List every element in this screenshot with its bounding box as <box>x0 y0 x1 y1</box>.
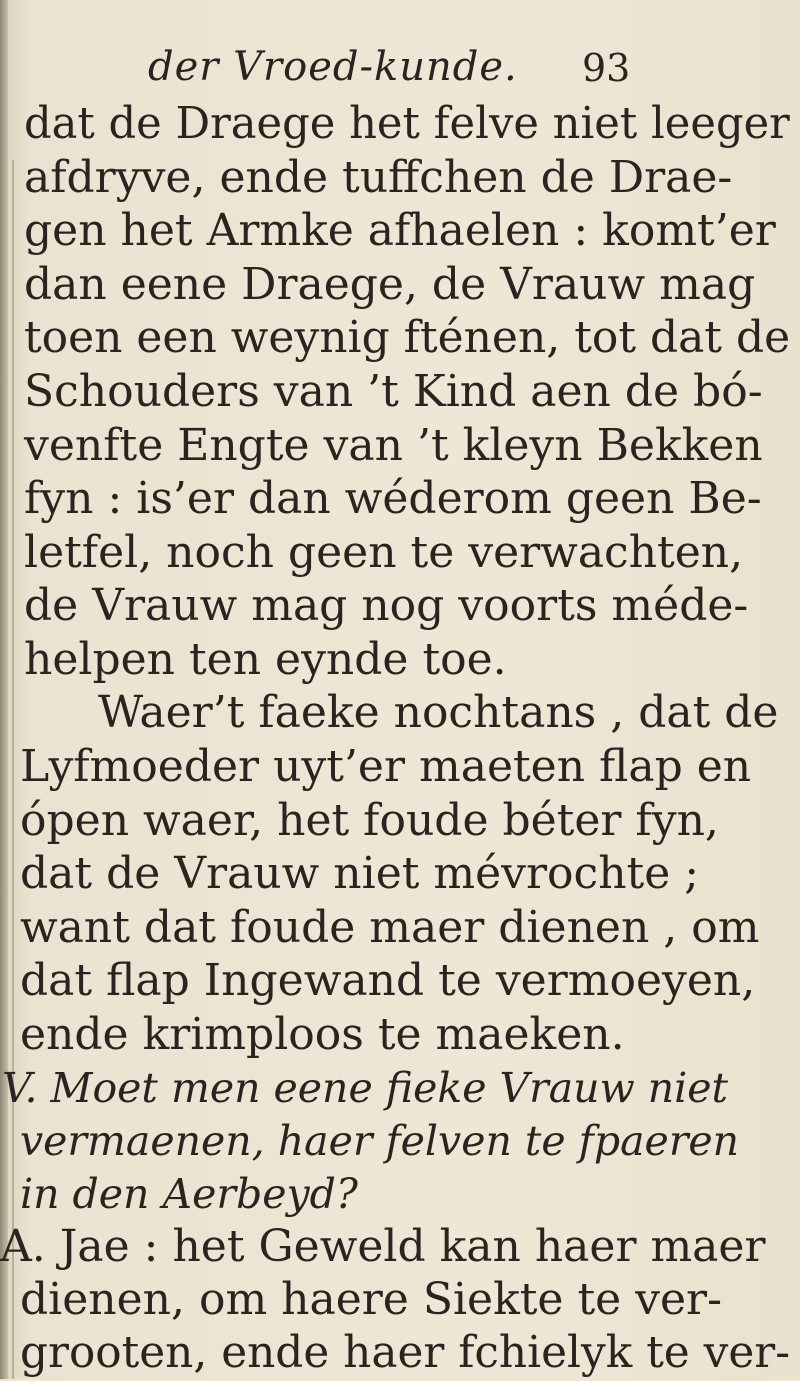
text-line: fyn : is’er dan wéderom geen Be- <box>24 473 762 524</box>
text-line: dan eene Draege, de Vrauw mag <box>24 259 756 310</box>
paragraph-start-line: Waer’t faeke nochtans , dat de <box>98 687 779 738</box>
text-line: helpen ten eynde toe. <box>24 634 507 685</box>
text-line: ópen waer, het foude béter fyn, <box>20 795 719 846</box>
text-line: ende krimploos te maeken. <box>20 1009 625 1060</box>
text-line: venfte Engte van ’t kleyn Bekken <box>24 420 763 471</box>
answer-line: dienen, om haere Siekte te ver- <box>20 1274 722 1325</box>
text-line: toen een weynig fténen, tot dat de <box>24 312 791 363</box>
text-line: Lyfmoeder uyt’er maeten flap en <box>20 741 752 792</box>
question-line: in den Aerbeyd? <box>20 1170 358 1218</box>
text-line: dat de Draege het felve niet leeger <box>24 98 790 149</box>
text-line: want dat foude maer dienen , om <box>20 902 760 953</box>
question-line: vermaenen, haer felven te fpaeren <box>20 1117 740 1165</box>
text-line: dat de Vrauw niet mévrochte ; <box>20 848 700 899</box>
text-line: letfel, noch geen te verwachten, <box>24 527 744 578</box>
answer-line: grooten, ende haer fchielyk te ver- <box>20 1327 791 1378</box>
text-line: dat flap Ingewand te vermoeyen, <box>20 955 756 1006</box>
text-line: afdryve, ende tuffchen de Drae- <box>24 152 733 203</box>
text-line: de Vrauw mag nog voorts méde- <box>24 580 749 631</box>
text-line: Schouders van ’t Kind aen de bó- <box>24 366 763 417</box>
running-title: der Vroed-kunde. <box>148 44 518 90</box>
page-number: 93 <box>582 46 631 90</box>
answer-line: A. Jae : het Geweld kan haer maer <box>0 1221 766 1272</box>
text-line: gen het Armke afhaelen : komt’er <box>24 205 776 256</box>
question-line: V. Moet men eene fieke Vrauw niet <box>2 1064 728 1112</box>
